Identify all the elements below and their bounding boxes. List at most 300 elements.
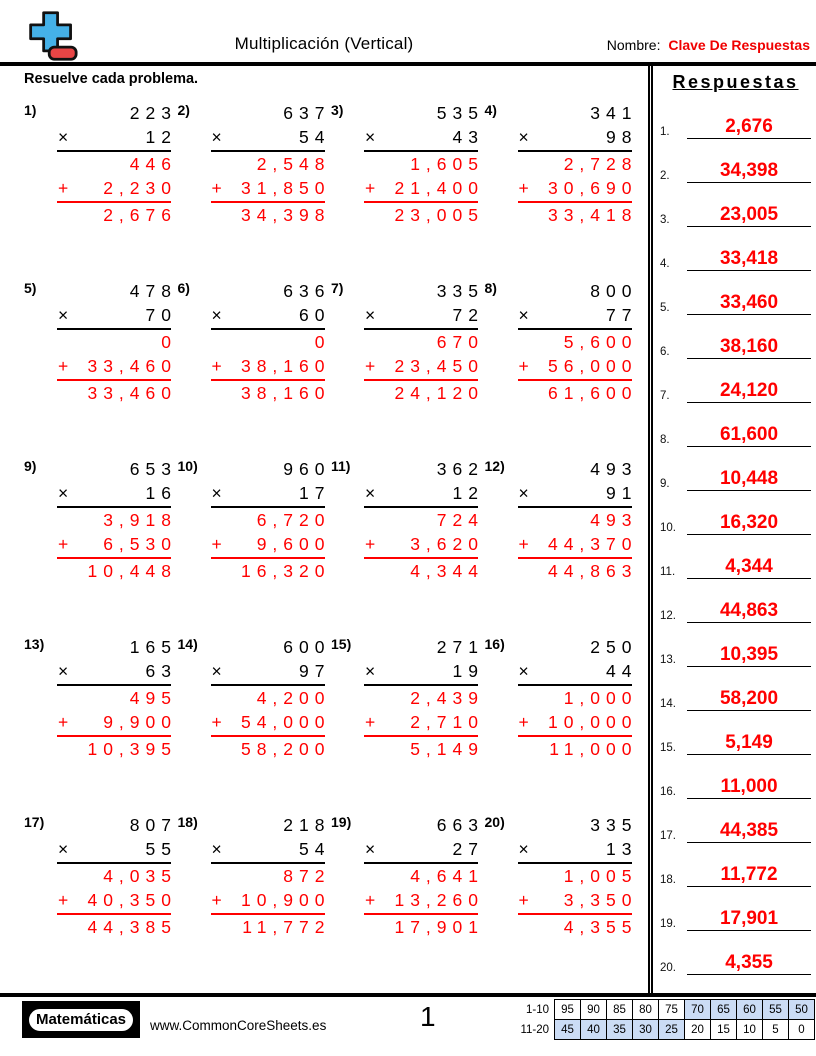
partial-product-1-row	[57, 864, 177, 888]
partial-product-1-row	[518, 864, 638, 888]
product-row	[211, 203, 331, 227]
answers-list	[660, 93, 811, 981]
multiplier: 12	[452, 483, 484, 503]
answer-number: 14.	[660, 698, 676, 710]
product: 11,000	[549, 739, 638, 759]
score-cell: 95	[555, 1000, 581, 1020]
multiplier: 13	[606, 839, 638, 859]
answer-item	[660, 717, 811, 761]
answer-value: 11,772	[687, 865, 811, 887]
header	[0, 0, 816, 62]
answer-value: 61,600	[687, 425, 811, 447]
partial-product-1: 5,600	[563, 332, 638, 352]
answer-item	[660, 409, 811, 453]
answer-item	[660, 541, 811, 585]
multiplier: 55	[145, 839, 177, 859]
problem	[24, 279, 178, 457]
partial-product-2-row	[211, 354, 331, 381]
partial-product-1: 493	[590, 510, 638, 530]
problem-work	[364, 279, 484, 457]
partial-product-1: 872	[283, 866, 331, 886]
problem-number: 7)	[331, 280, 344, 296]
product-row	[364, 915, 484, 939]
problem-number: 11)	[331, 458, 351, 474]
partial-product-2-row	[211, 888, 331, 915]
problem	[485, 635, 639, 813]
multiplier-row	[211, 125, 331, 152]
partial-product-2: 56,000	[547, 356, 638, 376]
product-row	[57, 915, 177, 939]
product: 5,149	[410, 739, 484, 759]
multiplier: 17	[299, 483, 331, 503]
problem	[24, 457, 178, 635]
product: 61,600	[547, 383, 638, 403]
partial-product-1-row	[364, 330, 484, 354]
problem	[178, 279, 332, 457]
times-icon: ×	[518, 483, 529, 503]
answer-item	[660, 365, 811, 409]
answer-number: 20.	[660, 962, 676, 974]
product: 33,418	[547, 205, 638, 225]
product-row	[364, 381, 484, 405]
problems-area	[0, 66, 648, 993]
problem	[24, 813, 178, 991]
partial-product-2: 3,350	[563, 890, 638, 910]
product-row	[364, 203, 484, 227]
plus-icon: +	[58, 356, 69, 376]
problem	[331, 635, 485, 813]
partial-product-2: 33,460	[87, 356, 177, 376]
product-row	[364, 737, 484, 761]
multiplier: 72	[452, 305, 484, 325]
product: 4,355	[563, 917, 638, 937]
partial-product-1-row	[57, 508, 177, 532]
problem-number: 10)	[177, 458, 198, 474]
partial-product-2-row	[364, 888, 484, 915]
multiplier-row	[211, 481, 331, 508]
times-icon: ×	[211, 305, 222, 325]
main-content	[0, 62, 816, 993]
multiplier: 98	[606, 127, 638, 147]
partial-product-1: 4,200	[256, 688, 331, 708]
problem-number: 15)	[331, 636, 352, 652]
problem-number: 8)	[484, 280, 497, 296]
answer-value: 2,676	[687, 117, 811, 139]
problem-number: 14)	[177, 636, 198, 652]
answer-number: 4.	[660, 258, 670, 270]
problem	[178, 457, 332, 635]
partial-product-1: 2,728	[563, 154, 638, 174]
partial-product-2: 6,530	[103, 534, 177, 554]
score-cell: 85	[607, 1000, 633, 1020]
problem-work	[211, 813, 331, 991]
multiplicand-row	[364, 635, 484, 659]
multiplier-row	[57, 303, 177, 330]
partial-product-1: 446	[129, 154, 177, 174]
partial-product-1-row	[518, 152, 638, 176]
multiplicand: 600	[283, 637, 331, 657]
partial-product-2-row	[211, 532, 331, 559]
answer-number: 18.	[660, 874, 676, 886]
answer-number: 9.	[660, 478, 670, 490]
score-cell: 75	[659, 1000, 685, 1020]
partial-product-1: 724	[436, 510, 484, 530]
multiplier-row	[364, 659, 484, 686]
multiplicand: 800	[590, 281, 638, 301]
problem-work	[57, 101, 177, 279]
times-icon: ×	[211, 127, 222, 147]
multiplicand: 960	[283, 459, 331, 479]
score-cell: 35	[607, 1020, 633, 1040]
answer-value: 33,460	[687, 293, 811, 315]
partial-product-2-row	[57, 354, 177, 381]
plus-icon: +	[211, 534, 222, 554]
plus-icon: +	[58, 712, 69, 732]
answer-value: 44,863	[687, 601, 811, 623]
times-icon: ×	[518, 127, 529, 147]
footer	[0, 993, 816, 1040]
multiplier: 54	[299, 839, 331, 859]
answer-item	[660, 937, 811, 981]
multiplicand-row	[211, 457, 331, 481]
partial-product-1-row	[364, 508, 484, 532]
partial-product-1: 4,641	[410, 866, 484, 886]
partial-product-1: 670	[436, 332, 484, 352]
score-cell: 80	[633, 1000, 659, 1020]
answer-value: 58,200	[687, 689, 811, 711]
answer-item	[660, 453, 811, 497]
score-cell: 15	[711, 1020, 737, 1040]
times-icon: ×	[365, 305, 376, 325]
answer-item	[660, 145, 811, 189]
product-row	[518, 559, 638, 583]
partial-product-1-row	[364, 864, 484, 888]
answer-item	[660, 277, 811, 321]
plus-icon: +	[518, 178, 529, 198]
score-cell: 70	[685, 1000, 711, 1020]
multiplier: 97	[299, 661, 331, 681]
partial-product-2: 10,900	[240, 890, 331, 910]
partial-product-2: 21,400	[394, 178, 484, 198]
product: 33,460	[87, 383, 177, 403]
problem-number: 19)	[331, 814, 352, 830]
partial-product-2: 13,260	[394, 890, 484, 910]
plus-icon: +	[58, 890, 69, 910]
multiplier-row	[57, 125, 177, 152]
partial-product-1: 0	[314, 332, 331, 352]
problem	[24, 635, 178, 813]
answer-number: 19.	[660, 918, 676, 930]
multiplier: 43	[452, 127, 484, 147]
problem	[331, 813, 485, 991]
score-row	[513, 1020, 815, 1040]
answer-item	[660, 893, 811, 937]
answer-number: 3.	[660, 214, 670, 226]
answer-item	[660, 761, 811, 805]
multiplicand-row	[364, 279, 484, 303]
partial-product-2: 2,710	[410, 712, 484, 732]
problem-number: 12)	[484, 458, 505, 474]
problem-work	[57, 457, 177, 635]
multiplier: 19	[452, 661, 484, 681]
problem-number: 2)	[177, 102, 190, 118]
multiplicand: 271	[436, 637, 484, 657]
score-row	[513, 1000, 815, 1020]
partial-product-2: 23,450	[394, 356, 484, 376]
multiplicand: 653	[129, 459, 177, 479]
times-icon: ×	[58, 661, 69, 681]
score-cell: 45	[555, 1020, 581, 1040]
partial-product-2-row	[57, 176, 177, 203]
partial-product-2: 3,620	[410, 534, 484, 554]
partial-product-2-row	[518, 710, 638, 737]
problem	[178, 101, 332, 279]
answer-value: 34,398	[687, 161, 811, 183]
times-icon: ×	[211, 839, 222, 859]
answer-item	[660, 805, 811, 849]
multiplicand: 223	[129, 103, 177, 123]
problem-number: 13)	[24, 636, 45, 652]
partial-product-2-row	[518, 354, 638, 381]
plus-icon: +	[211, 712, 222, 732]
partial-product-1-row	[518, 508, 638, 532]
plus-icon: +	[211, 890, 222, 910]
answer-value: 11,000	[687, 777, 811, 799]
multiplicand-row	[211, 635, 331, 659]
multiplicand-row	[211, 101, 331, 125]
multiplicand-row	[518, 457, 638, 481]
multiplier-row	[57, 659, 177, 686]
plus-icon: +	[365, 890, 376, 910]
plus-icon: +	[518, 356, 529, 376]
partial-product-2-row	[364, 354, 484, 381]
multiplicand-row	[57, 279, 177, 303]
answer-number: 15.	[660, 742, 676, 754]
times-icon: ×	[58, 305, 69, 325]
times-icon: ×	[58, 483, 69, 503]
partial-product-1: 1,005	[563, 866, 638, 886]
plus-icon: +	[365, 534, 376, 554]
problem-work	[364, 101, 484, 279]
answer-number: 1.	[660, 126, 670, 138]
answers-panel	[648, 66, 816, 993]
multiplicand-row	[364, 457, 484, 481]
answer-number: 7.	[660, 390, 670, 402]
plus-icon: +	[365, 178, 376, 198]
problem-work	[364, 457, 484, 635]
partial-product-2-row	[211, 710, 331, 737]
answer-item	[660, 585, 811, 629]
multiplier-row	[57, 481, 177, 508]
times-icon: ×	[211, 661, 222, 681]
partial-product-1-row	[57, 686, 177, 710]
problem	[178, 635, 332, 813]
multiplier-row	[57, 837, 177, 864]
score-cell: 90	[581, 1000, 607, 1020]
product-row	[518, 737, 638, 761]
score-cell: 10	[737, 1020, 763, 1040]
partial-product-1: 2,439	[410, 688, 484, 708]
multiplicand: 362	[436, 459, 484, 479]
multiplicand-row	[57, 101, 177, 125]
partial-product-2: 30,690	[547, 178, 638, 198]
multiplier-row	[211, 837, 331, 864]
score-cell: 20	[685, 1020, 711, 1040]
multiplier: 12	[145, 127, 177, 147]
problem	[485, 279, 639, 457]
partial-product-2-row	[518, 532, 638, 559]
score-cell: 65	[711, 1000, 737, 1020]
partial-product-2-row	[518, 888, 638, 915]
partial-product-2: 9,900	[103, 712, 177, 732]
score-table-body	[513, 1000, 815, 1040]
partial-product-2: 38,160	[240, 356, 331, 376]
answer-item	[660, 101, 811, 145]
partial-product-1-row	[211, 864, 331, 888]
multiplier-row	[518, 125, 638, 152]
answer-number: 12.	[660, 610, 676, 622]
product: 17,901	[394, 917, 484, 937]
problem-number: 18)	[177, 814, 198, 830]
answer-value: 33,418	[687, 249, 811, 271]
multiplier-row	[364, 481, 484, 508]
product: 34,398	[240, 205, 331, 225]
answer-number: 6.	[660, 346, 670, 358]
partial-product-2-row	[364, 176, 484, 203]
product-row	[211, 737, 331, 761]
product-row	[57, 381, 177, 405]
multiplicand: 636	[283, 281, 331, 301]
partial-product-2: 9,600	[256, 534, 331, 554]
partial-product-2: 31,850	[240, 178, 331, 198]
answer-value: 17,901	[687, 909, 811, 931]
multiplicand: 165	[129, 637, 177, 657]
multiplier: 91	[606, 483, 638, 503]
product: 44,863	[547, 561, 638, 581]
multiplicand: 478	[129, 281, 177, 301]
product-row	[211, 559, 331, 583]
partial-product-2-row	[364, 710, 484, 737]
site-url: www.CommonCoreSheets.es	[150, 1018, 327, 1033]
product: 2,676	[103, 205, 177, 225]
answer-value: 4,355	[687, 953, 811, 975]
answer-value: 4,344	[687, 557, 811, 579]
partial-product-1-row	[211, 152, 331, 176]
brand-badge	[22, 1001, 140, 1038]
multiplicand: 663	[436, 815, 484, 835]
product: 23,005	[394, 205, 484, 225]
score-row-label: 11-20	[520, 1023, 549, 1036]
problem-work	[211, 101, 331, 279]
partial-product-2: 44,370	[547, 534, 638, 554]
score-table	[513, 999, 816, 1040]
partial-product-1-row	[211, 508, 331, 532]
problem-work	[57, 279, 177, 457]
times-icon: ×	[211, 483, 222, 503]
multiplier-row	[364, 303, 484, 330]
multiplicand: 250	[590, 637, 638, 657]
answer-value: 23,005	[687, 205, 811, 227]
answer-item	[660, 673, 811, 717]
answers-title: Respuestas	[672, 72, 799, 92]
product: 24,120	[394, 383, 484, 403]
product: 58,200	[240, 739, 331, 759]
problem	[331, 279, 485, 457]
answer-item	[660, 189, 811, 233]
multiplicand-row	[518, 635, 638, 659]
partial-product-1-row	[211, 686, 331, 710]
score-cell: 40	[581, 1020, 607, 1040]
answer-number: 16.	[660, 786, 676, 798]
answer-number: 13.	[660, 654, 676, 666]
partial-product-1-row	[211, 330, 331, 354]
answer-number: 5.	[660, 302, 670, 314]
product: 10,448	[87, 561, 177, 581]
multiplicand: 341	[590, 103, 638, 123]
multiplicand: 535	[436, 103, 484, 123]
problem-number: 17)	[24, 814, 45, 830]
answer-value: 10,395	[687, 645, 811, 667]
multiplicand-row	[364, 813, 484, 837]
multiplicand-row	[518, 813, 638, 837]
problem-work	[364, 813, 484, 991]
problem-number: 3)	[331, 102, 344, 118]
problem	[331, 457, 485, 635]
score-cell: 25	[659, 1020, 685, 1040]
partial-product-2: 40,350	[87, 890, 177, 910]
product-row	[211, 915, 331, 939]
problem-number: 9)	[24, 458, 37, 474]
multiplier: 27	[452, 839, 484, 859]
problem-number: 6)	[177, 280, 190, 296]
multiplier-row	[518, 837, 638, 864]
score-cell: 5	[763, 1020, 789, 1040]
times-icon: ×	[518, 839, 529, 859]
product: 4,344	[410, 561, 484, 581]
times-icon: ×	[365, 661, 376, 681]
multiplier-row	[364, 837, 484, 864]
answer-number: 8.	[660, 434, 670, 446]
problem-work	[364, 635, 484, 813]
score-cell: 55	[763, 1000, 789, 1020]
page-title: Multiplicación (Vertical)	[234, 34, 414, 53]
multiplier: 60	[299, 305, 331, 325]
problem-number: 1)	[24, 102, 37, 118]
plus-icon: +	[58, 178, 69, 198]
partial-product-1: 3,918	[103, 510, 177, 530]
partial-product-2: 10,000	[547, 712, 638, 732]
partial-product-2-row	[57, 532, 177, 559]
problem	[485, 457, 639, 635]
problem-work	[518, 457, 638, 635]
multiplicand: 335	[436, 281, 484, 301]
problem-work	[211, 457, 331, 635]
multiplier: 54	[299, 127, 331, 147]
score-cell: 60	[737, 1000, 763, 1020]
multiplier: 44	[606, 661, 638, 681]
times-icon: ×	[58, 127, 69, 147]
multiplier: 63	[145, 661, 177, 681]
answer-number: 10.	[660, 522, 676, 534]
problem-number: 20)	[484, 814, 505, 830]
problem-work	[211, 635, 331, 813]
times-icon: ×	[58, 839, 69, 859]
page-number: 1	[420, 1001, 436, 1032]
problem-work	[518, 101, 638, 279]
problem-number: 16)	[484, 636, 505, 652]
product: 16,320	[240, 561, 331, 581]
partial-product-1: 0	[161, 332, 177, 352]
